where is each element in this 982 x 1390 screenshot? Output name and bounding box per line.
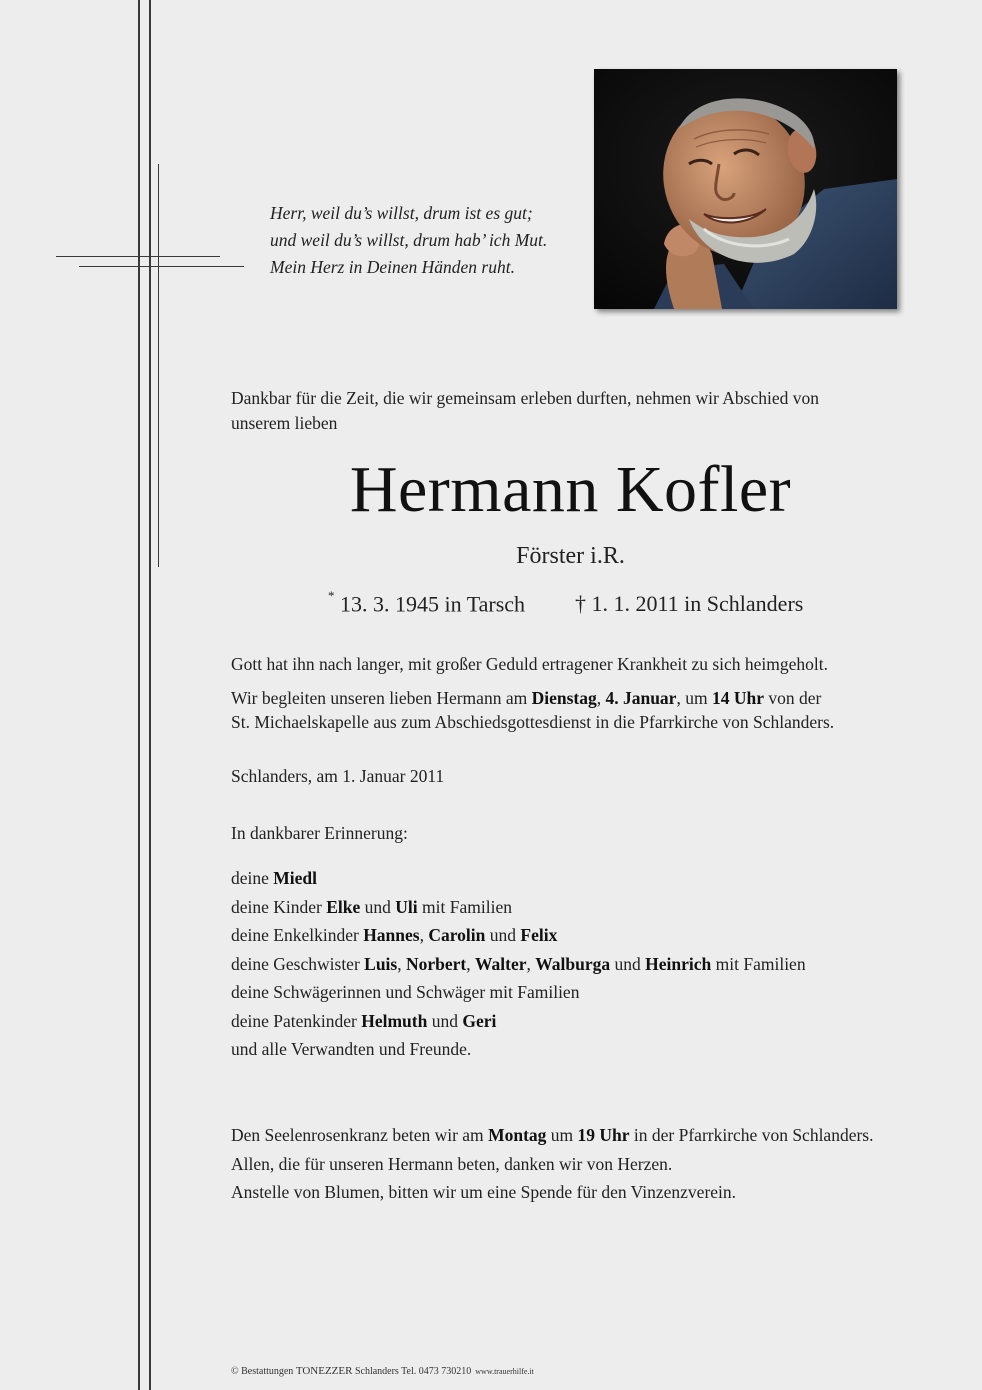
death-date: † 1. 1. 2011 in Schlanders (575, 591, 804, 616)
text-span: deine (231, 868, 274, 888)
quote-line: Mein Herz in Deinen Händen ruht. (270, 257, 515, 277)
family-line: und alle Verwandten und Freunde. (231, 1039, 472, 1059)
text-span: Den Seelenrosenkranz beten wir am (231, 1125, 489, 1145)
cross-vertical-line-left (138, 0, 140, 1390)
family-line (231, 893, 806, 922)
quote-line: und weil du’s willst, drum hab’ ich Mut. (270, 230, 548, 250)
family-name: Heinrich (645, 953, 712, 974)
cross-vertical-line-right (149, 0, 151, 1390)
family-name: Uli (395, 896, 418, 917)
text-span: deine Patenkinder (231, 1010, 362, 1031)
portrait-photo (594, 69, 897, 309)
text-span: , (397, 953, 406, 974)
rosary-info (231, 1121, 873, 1207)
family-name: Miedl (273, 868, 318, 888)
place-date: Schlanders, am 1. Januar 2011 (231, 766, 445, 786)
family-name: Hannes (363, 925, 420, 945)
footer-website: www.trauerhilfe.it (475, 1367, 534, 1376)
text-span: , (526, 953, 536, 974)
text-span: , (466, 953, 475, 974)
family-name: Felix (520, 925, 558, 945)
illness-text: Gott hat ihn nach langer, mit großer Geduld ertragener Krankheit zu sich heimgeholt. (231, 654, 829, 674)
family-line (231, 950, 806, 979)
funeral-day: Dienstag (531, 688, 597, 708)
text-span: von der (763, 688, 822, 708)
family-name: Norbert (405, 953, 467, 974)
rosary-time: 19 Uhr (577, 1125, 630, 1145)
text-span: Wir begleiten unseren lieben Hermann am (231, 688, 532, 708)
funeral-home-footer (231, 1365, 534, 1377)
intro-line: unserem lieben (231, 413, 338, 433)
portrait-illustration (594, 69, 897, 309)
rosary-line: Allen, die für unseren Hermann beten, danken wir von Herzen. (231, 1153, 673, 1174)
text-span: , (419, 925, 429, 945)
quote-line: Herr, weil du’s willst, drum ist es gut; (270, 203, 533, 223)
family-name: Elke (326, 896, 361, 917)
text-span: mit Familien (711, 953, 806, 974)
cross-horizontal-line-bottom (79, 266, 244, 267)
text-span: in der Pfarrkirche von Schlanders. (629, 1125, 874, 1145)
family-name: Luis (364, 953, 398, 974)
footer-contact: Schlanders Tel. 0473 730210 (352, 1366, 472, 1377)
deceased-name: Hermann Kofler (349, 453, 792, 526)
text-span: und (610, 953, 646, 974)
text-span: um (546, 1125, 578, 1145)
family-name: Walburga (535, 953, 611, 974)
memorial-quote (270, 200, 547, 281)
text-span: , (596, 688, 606, 708)
funeral-date: 4. Januar (605, 688, 677, 708)
text-span: , um (676, 688, 712, 708)
text-span: mit Familien (417, 896, 512, 917)
rosary-day: Montag (488, 1125, 547, 1145)
family-name: Walter (475, 953, 527, 974)
deceased-occupation: Förster i.R. (516, 543, 625, 569)
funeral-info-line: St. Michaelskapelle aus zum Abschiedsgottesdienst in die Pfarrkirche von Schlanders. (231, 712, 835, 732)
birth-date (328, 588, 526, 617)
text-span: deine Enkelkinder (231, 925, 364, 945)
family-line (231, 1007, 806, 1036)
text-span: deine Kinder (231, 896, 327, 917)
footer-copyright: © Bestattungen (231, 1366, 296, 1377)
family-line: deine Schwägerinnen und Schwäger mit Familien (231, 982, 580, 1002)
cross-horizontal-line-top (56, 256, 220, 257)
family-name: Geri (462, 1010, 497, 1031)
birth-symbol: * (328, 588, 335, 603)
text-span: und (427, 1010, 463, 1031)
family-line (231, 864, 806, 893)
funeral-info (231, 686, 834, 734)
funeral-time: 14 Uhr (711, 688, 764, 708)
rosary-line: Anstelle von Blumen, bitten wir um eine Spende für den Vinzenzverein. (231, 1182, 737, 1202)
footer-company: TONEZZER (295, 1365, 353, 1377)
rosary-line (231, 1121, 873, 1150)
birth-text: 13. 3. 1945 in Tarsch (340, 591, 526, 617)
family-name: Carolin (428, 925, 486, 945)
intro-text (231, 386, 819, 436)
family-list (231, 864, 806, 1064)
text-span: deine Geschwister (231, 953, 365, 974)
family-name: Helmuth (361, 1010, 428, 1031)
text-span: und (485, 925, 521, 945)
family-line (231, 921, 806, 950)
funeral-info-line (231, 686, 834, 710)
text-span: und (360, 896, 396, 917)
gratitude-heading: In dankbarer Erinnerung: (231, 823, 408, 843)
intro-line: Dankbar für die Zeit, die wir gemeinsam erleben durften, nehmen wir Abschied von (231, 388, 820, 408)
